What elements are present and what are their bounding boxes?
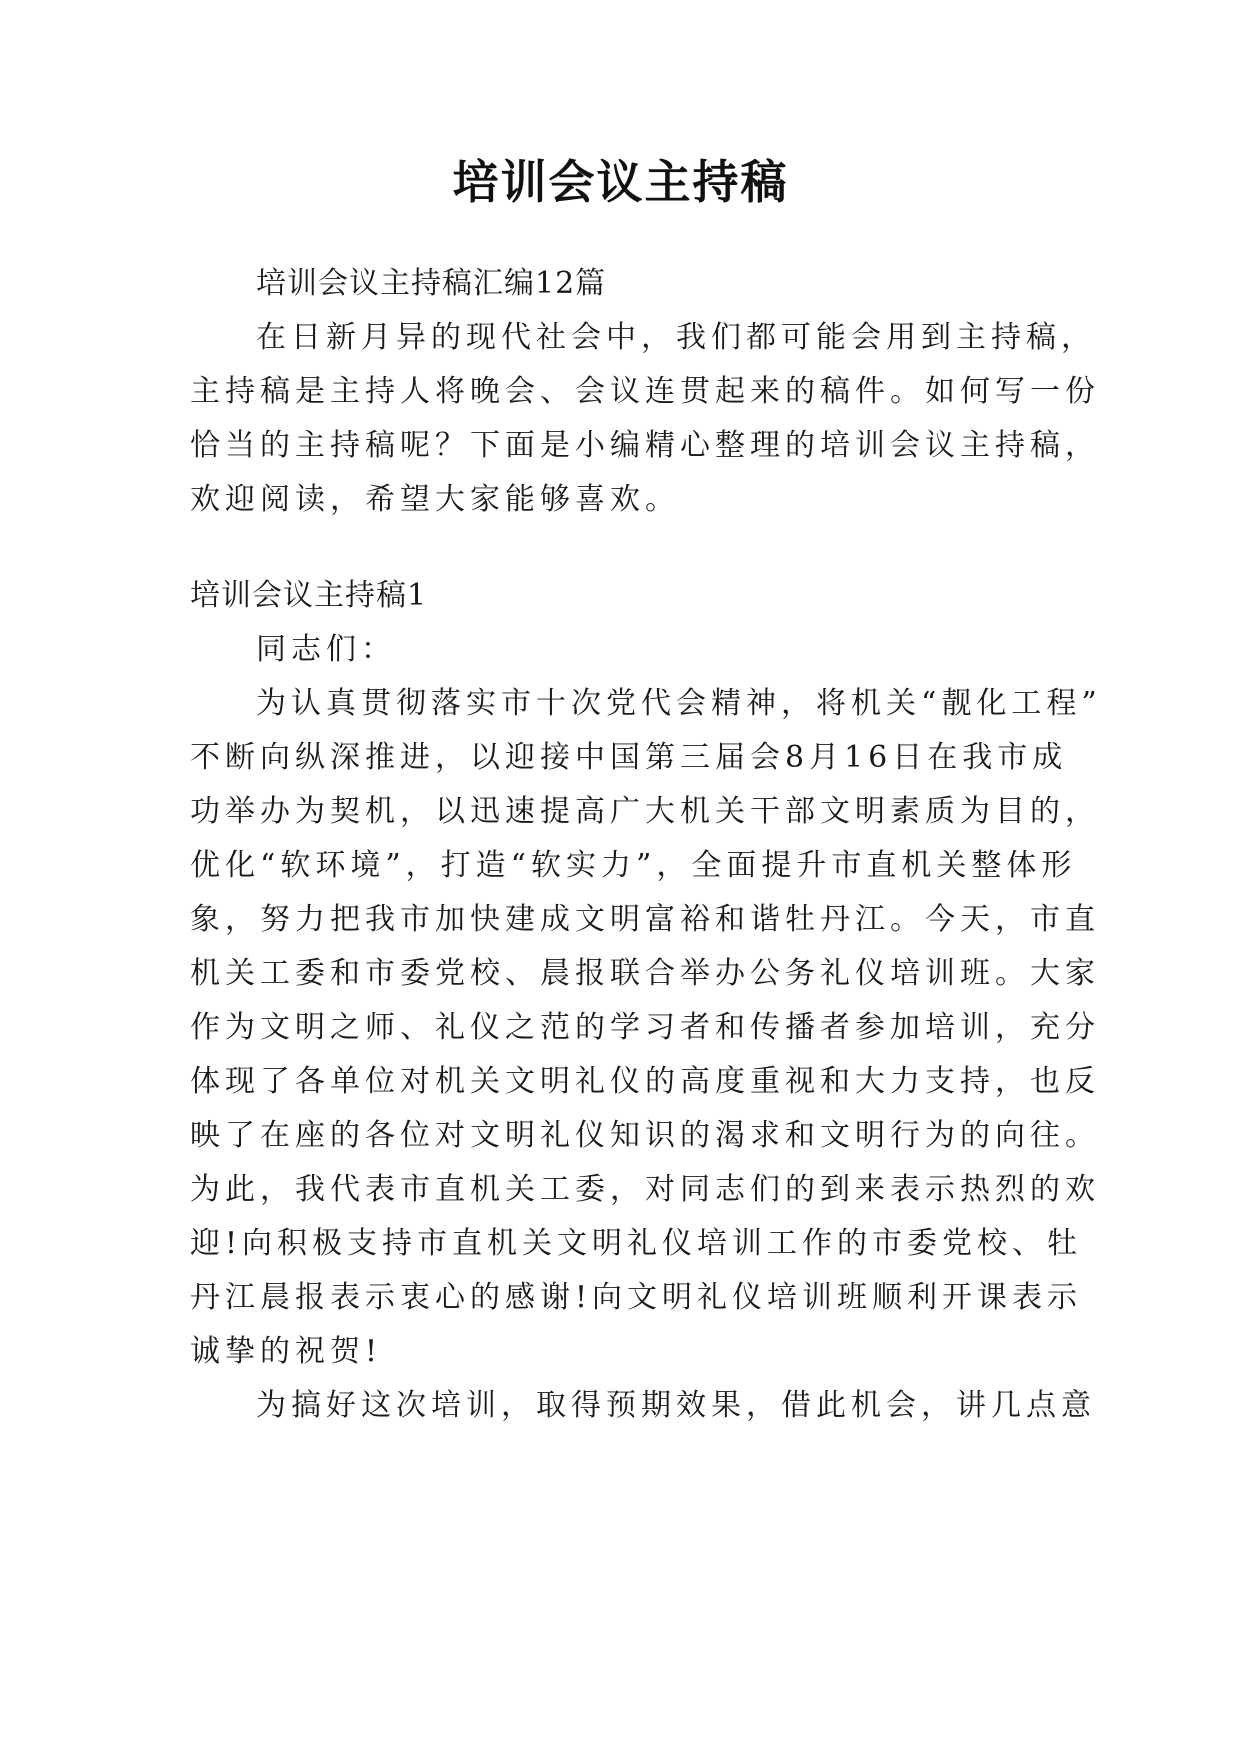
body-paragraph-line: 为认真贯彻落实市十次党代会精神，将机关“靓化工程” bbox=[256, 686, 1102, 721]
body-paragraph-line: 迎!向积极支持市直机关文明礼仪培训工作的市委党校、牡 bbox=[190, 1226, 1083, 1261]
body-paragraph-line: 为搞好这次培训，取得预期效果，借此机会，讲几点意 bbox=[256, 1388, 1096, 1423]
intro-paragraph-line: 在日新月异的现代社会中，我们都可能会用到主持稿， bbox=[256, 320, 1096, 355]
body-paragraph-line: 象，努力把我市加快建成文明富裕和谐牡丹江。今天，市直 bbox=[190, 902, 1100, 937]
body-paragraph-line: 功举办为契机，以迅速提高广大机关干部文明素质为目的， bbox=[190, 794, 1100, 829]
body-paragraph-line: 作为文明之师、礼仪之范的学习者和传播者参加培训，充分 bbox=[190, 1010, 1100, 1045]
intro-paragraph-line: 主持稿是主持人将晚会、会议连贯起来的稿件。如何写一份 bbox=[190, 374, 1100, 409]
intro-paragraph-line: 欢迎阅读，希望大家能够喜欢。 bbox=[190, 482, 680, 517]
document-title: 培训会议主持稿 bbox=[452, 155, 789, 209]
section-heading: 培训会议主持稿1 bbox=[190, 578, 428, 613]
intro-paragraph-line: 恰当的主持稿呢？下面是小编精心整理的培训会议主持稿， bbox=[190, 428, 1100, 463]
body-paragraph-line: 优化“软环境”，打造“软实力”，全面提升市直机关整体形 bbox=[190, 848, 1077, 883]
body-paragraph-line: 丹江晨报表示衷心的感谢!向文明礼仪培训班顺利开课表示 bbox=[190, 1280, 1083, 1315]
body-paragraph-line: 为此，我代表市直机关工委，对同志们的到来表示热烈的欢 bbox=[190, 1172, 1100, 1207]
body-paragraph-line: 不断向纵深推进，以迎接中国第三届会8月16日在我市成 bbox=[190, 740, 1068, 775]
body-paragraph-line: 机关工委和市委党校、晨报联合举办公务礼仪培训班。大家 bbox=[190, 956, 1100, 991]
doc-subtitle-line: 培训会议主持稿汇编12篇 bbox=[256, 266, 607, 301]
body-paragraph-line: 诚挚的祝贺! bbox=[190, 1334, 383, 1369]
salutation-line: 同志们： bbox=[256, 632, 396, 667]
body-paragraph-line: 体现了各单位对机关文明礼仪的高度重视和大力支持，也反 bbox=[190, 1064, 1100, 1099]
body-paragraph-line: 映了在座的各位对文明礼仪知识的渴求和文明行为的向往。 bbox=[190, 1118, 1100, 1153]
